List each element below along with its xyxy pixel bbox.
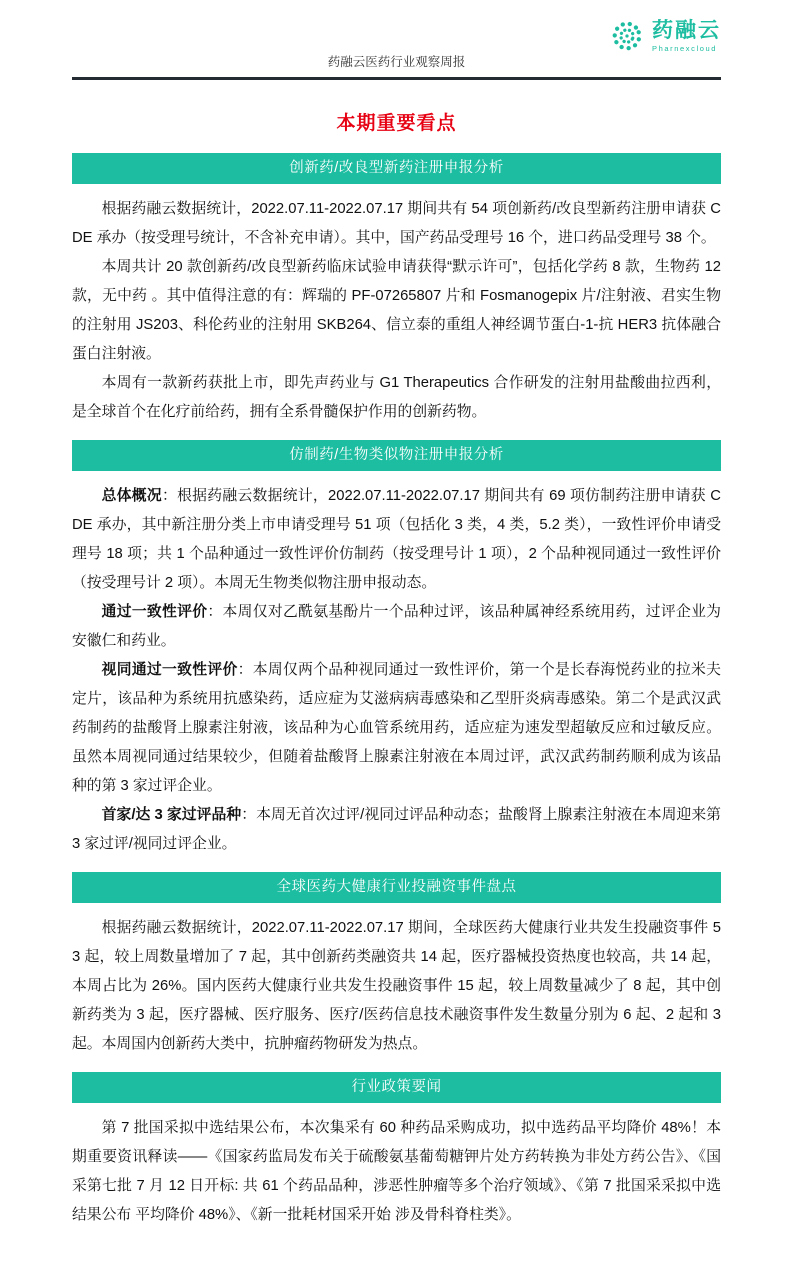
- paragraph: 根据药融云数据统计，2022.07.11-2022.07.17 期间共有 54 项创新药/改良型新药注册申请获 CDE 承办（按受理号统计，不含补充申请）。其中，国产药品受理号 16 个，进口药品受理号 38 个。: [72, 201, 721, 246]
- brand-logo: [609, 18, 721, 54]
- document-header-title: 药融云医药行业观察周报: [327, 55, 466, 69]
- section-generic-drugs: [72, 440, 721, 859]
- section-investment-events: [72, 872, 721, 1059]
- paragraph: [72, 801, 721, 859]
- section-banner: 创新药/改良型新药注册申报分析: [72, 153, 721, 184]
- paragraph: 根据药融云数据统计，2022.07.11-2022.07.17 期间，全球医药大健康行业共发生投融资事件 53 起，较上周数量增加了 7 起，其中创新药类融资共 14 起，医疗器械投资热度也较高，共 14 起，本周占比为 26%。国内医药大健康行业共发生投融资事件 15 起，较上周数量减少了 8 起，其中创新药类为 3 起，医疗器械、医疗服务、医疗/医药信息技术融资事件发生数量分别为 6 起、2 起和 3 起。本周国内创新药大类中，抗肿瘤药物研发为热点。: [72, 920, 721, 1052]
- paragraph-lead: 总体概况: [101, 488, 162, 504]
- page-title: 本期重要看点: [336, 113, 457, 134]
- paragraph-lead: 首家/达 3 家过评品种: [101, 807, 242, 823]
- paragraph: 本周共计 20 款创新药/改良型新药临床试验申请获得“默示许可”，包括化学药 8 款，生物药 12 款，无中药 。其中值得注意的有：辉瑞的 PF-07265807 片和 Fosmanogepix 片/注射液、君实生物的注射用 JS203、科伦药业的注射用 SKB264、信立泰的重组人神经调节蛋白-1-抗 HER3 抗体融合蛋白注射液。: [72, 259, 721, 362]
- paragraph-lead: 视同通过一致性评价: [101, 662, 238, 678]
- paragraph: 第 7 批国采拟中选结果公布，本次集采有 60 种药品采购成功，拟中选药品平均降价 48%！本期重要资讯释读——《国家药监局发布关于硫酸氨基葡萄糖钾片处方药转换为非处方药公告》、《国采第七批 7 月 12 日开标: 共 61 个药品品种，涉恶性肿瘤等多个治疗领域》、《第 7 批国采采拟中选结果公布 平均降价 48%》、《新一批耗材国采开始 涉及骨科脊柱类》。: [72, 1120, 721, 1223]
- pharnexcloud-logo-icon: [609, 18, 645, 54]
- page-header: [72, 0, 721, 80]
- header-rule: [72, 77, 721, 80]
- brand-logo-text: [652, 20, 721, 53]
- paragraph-lead: 通过一致性评价: [101, 604, 208, 620]
- paragraph-text: ：根据药融云数据统计，2022.07.11-2022.07.17 期间共有 69 项仿制药注册申请获 CDE 承办，其中新注册分类上市申请受理号 51 项（包括化 3 类，4 类，5.2 类），一致性评价申请受理号 18 项；共 1 个品种通过一致性评价仿制药（按受理号计 1 项），2 个品种视同通过一致性评价（按受理号计 2 项）。本周无生物类似物注册申报动态。: [72, 488, 721, 591]
- paragraph: [72, 598, 721, 656]
- paragraph: 本周有一款新药获批上市，即先声药业与 G1 Therapeutics 合作研发的注射用盐酸曲拉西利，是全球首个在化疗前给药，拥有全系骨髓保护作用的创新药物。: [72, 375, 721, 420]
- paragraph-text: ：本周无首次过评/视同过评品种动态；盐酸肾上腺素注射液在本周迎来第 3 家过评/视同过评企业。: [72, 807, 721, 852]
- section-banner: 行业政策要闻: [72, 1072, 721, 1103]
- section-innovative-drugs: [72, 153, 721, 427]
- section-banner: 仿制药/生物类似物注册申报分析: [72, 440, 721, 471]
- brand-name: 药融云: [652, 18, 721, 42]
- paragraph: [72, 482, 721, 598]
- paragraph: [72, 656, 721, 801]
- paragraph-text: ：本周仅两个品种视同通过一致性评价，第一个是长春海悦药业的拉米夫定片，该品种为系统用抗感染药，适应症为艾滋病病毒感染和乙型肝炎病毒感染。第二个是武汉武药制药的盐酸肾上腺素注射液，该品种为心血管系统用药，适应症为速发型超敏反应和过敏反应。虽然本周视同通过结果较少，但随着盐酸肾上腺素注射液在本周过评，武汉武药制药顺利成为该品种的第 3 家过评企业。: [72, 662, 721, 794]
- brand-subname: Pharnexcloud: [652, 43, 718, 53]
- section-banner: 全球医药大健康行业投融资事件盘点: [72, 872, 721, 903]
- section-policy-news: [72, 1072, 721, 1230]
- paragraph-text: ：本周仅对乙酰氨基酚片一个品种过评，该品种属神经系统用药，过评企业为安徽仁和药业。: [72, 604, 721, 649]
